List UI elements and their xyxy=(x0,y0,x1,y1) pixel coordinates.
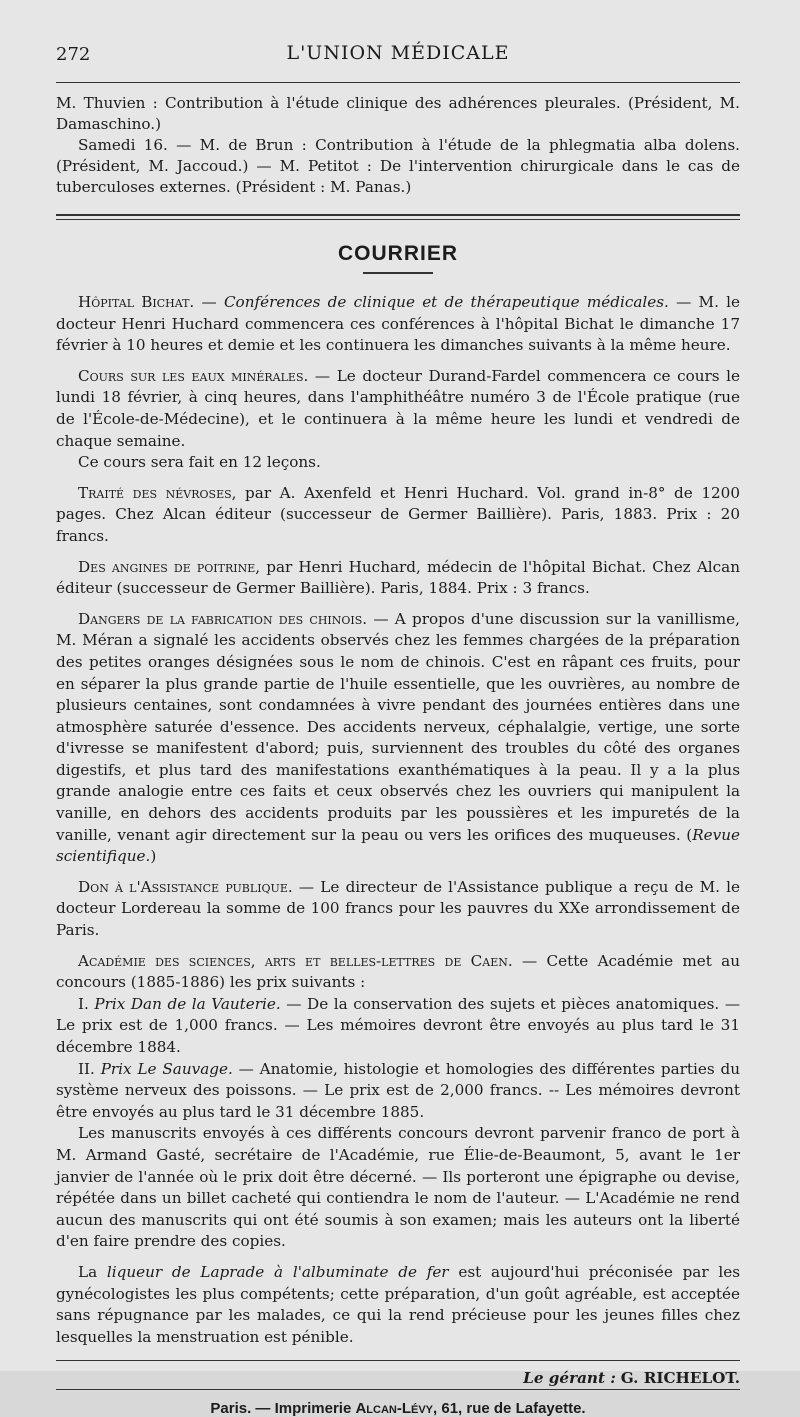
prize-name: Prix Dan de la Vauterie. xyxy=(94,994,281,1013)
session-entry: Samedi 16. — M. de Brun : Contribution à l'étude de la phlegmatia alba dolens. (Président, M. Jaccoud.) — M. Petitot : De l'intervention chirurgicale dans le cas de tuberculoses externes. (Président : M. Panas.) xyxy=(56,136,740,196)
imprint-printer: Alcan-Lévy xyxy=(355,1400,434,1417)
prize-number: I. xyxy=(78,994,95,1013)
item-source: Revue scientifique. xyxy=(56,825,740,866)
session-entry: M. Thuvien : Contribution à l'étude clinique des adhérences pleurales. (Président, M. Damaschino.) xyxy=(56,94,740,133)
prize-text: — Anatomie, histologie et homologies des différentes parties du système nerveux des poissons. — Le prix est de 2,000 francs. -- Les mémoires devront être envoyés au plus tard le 31 décembre 1885. xyxy=(56,1059,740,1121)
item-text: , par A. Axenfeld et Henri Huchard. Vol. grand in-8° de 1200 pages. Chez Alcan éditeur (successeur de Germer Baillière). Paris, 1883. Prix : 20 francs. xyxy=(56,483,740,545)
item-title: liqueur de Laprade à l'albuminate de fer xyxy=(106,1262,449,1281)
running-title: L'UNION MÉDICALE xyxy=(286,42,510,64)
item-heading: Académie des sciences, arts et belles-lettres de Caen. xyxy=(78,951,513,970)
item-heading: Dangers de la fabrication des chinois. xyxy=(78,609,368,628)
item-text: est aujourd'hui préconisée par les gynécologistes les plus compétents; cette préparation, d'un goût agréable, est acceptée sans répugnance par les malades, ce qui la rend précieuse pour les jeunes filles chez lesquelles la menstruation est pénible. xyxy=(56,1262,741,1346)
item-text: — M. le docteur Henri Huchard commencera ces conférences à l'hôpital Bichat le dimanche 17 février à 10 heures et demie et les continuera les dimanches suivants à la même heure. xyxy=(56,293,740,355)
news-item-bichat: Hôpital Bichat. — Conférences de clinique et de thérapeutique médicales. — M. le docteur Henri Huchard commencera ces conférences à l'hôpital Bichat le dimanche 17 février à 10 heures et demie et les continuera les dimanches suivants à la même heure. xyxy=(56,293,740,355)
page-number: 272 xyxy=(56,44,91,65)
news-item-caen xyxy=(56,951,740,994)
news-item-eaux xyxy=(56,366,740,452)
item-text: — Cette Académie met au concours (1885-1886) les prix suivants : xyxy=(56,951,740,992)
prize-number: II. xyxy=(78,1059,101,1078)
imprint-suffix: , 61, rue de Lafayette. xyxy=(433,1400,586,1417)
item-prefix: La xyxy=(78,1262,107,1281)
imprint-prefix: Paris. — Imprimerie xyxy=(210,1400,356,1417)
item-heading: Des angines de poitrine xyxy=(78,557,256,576)
header-rule xyxy=(56,82,740,83)
item-text: — Le directeur de l'Assistance publique a reçu de M. le docteur Lordereau la somme de 100 francs pour les pauvres du XXe arrondissement de Paris. xyxy=(56,877,741,940)
footer-rule xyxy=(56,1389,740,1390)
signature-name: G. RICHELOT. xyxy=(620,1369,740,1388)
item-subtitle: Conférences de clinique et de thérapeutique médicales. xyxy=(223,293,669,311)
thesis-sessions xyxy=(56,93,740,198)
news-item-eaux-note: Ce cours sera fait en 12 leçons. xyxy=(78,453,321,472)
courrier-body xyxy=(56,292,740,1348)
item-heading: Don à l'Assistance publique. xyxy=(78,877,293,896)
signature-label: Le gérant : xyxy=(523,1369,616,1388)
title-underline xyxy=(363,272,433,274)
imprint-line xyxy=(56,1400,740,1417)
prize-2 xyxy=(56,1059,740,1124)
item-heading: Traité des névroses xyxy=(78,483,232,502)
prize-text: — De la conservation des sujets et pièces anatomiques. — Le prix est de 1,000 francs. — Les mémoires devront être envoyés au plus tard le 31 décembre 1884. xyxy=(56,994,741,1056)
section-divider xyxy=(56,214,740,220)
item-text: , par Henri Huchard, médecin de l'hôpital Bichat. Chez Alcan éditeur (successeur de Germer Baillière). Paris, 1884. Prix : 3 francs. xyxy=(56,557,740,598)
page-header xyxy=(56,40,740,68)
news-item-traite xyxy=(56,483,740,548)
signature xyxy=(56,1369,740,1387)
news-item-liqueur xyxy=(56,1262,740,1348)
news-item-angines xyxy=(56,557,740,600)
item-text: — A propos d'une discussion sur la vanillisme, M. Méran a signalé les accidents observés chez les femmes chargées de la préparation des petites oranges désignées sous le nom de chinois. C'est en râpant ces fruits, pour en séparer la plus grande partie de l'huile essentielle, que les ouvrières, au nombre de plusieurs centaines, sont condamnées à vivre pendant des journées entières dans une atmosphère saturée d'essence. Des accidents nerveux, céphalalgie, vertige, une sorte d'ivresse se manifestent d'abord; puis, surviennent des troubles du côté des organes digestifs, et plus tard des manifestations exanthématiques à la peau. Il y a la plus grande analogie entre ces faits et ceux observés chez les ouvriers qui manipulent la vanille, en dehors des accidents produits par les poussières et les impuretés de la vanille, venant agir directement sur la peau ou vers les orifices des muqueuses. ( xyxy=(56,609,740,844)
item-text-end: ) xyxy=(150,847,157,866)
item-text: — Le docteur Durand-Fardel commencera ce cours le lundi 18 février, à cinq heures, dans l'amphithéâtre numéro 3 de l'École pratique (rue de l'École-de-Médecine), et le continuera à la même heure les lundi et vendredi de chaque semaine. xyxy=(56,366,740,450)
section-title: COURRIER xyxy=(337,242,458,265)
item-heading: Cours sur les eaux minérales. xyxy=(78,366,309,385)
prize-1 xyxy=(56,994,740,1059)
item-heading: Hôpital Bichat. xyxy=(78,293,195,311)
news-item-chinois xyxy=(56,609,740,868)
caen-closing: Les manuscrits envoyés à ces différents concours devront parvenir franco de port à M. Armand Gasté, secrétaire de l'Académie, rue Élie-de-Beaumont, 5, avant le 1er janvier de l'année où le prix doit être décerné. — Ils porteront une épigraphe ou devise, répétée dans un billet cacheté qui contiendra le nom de l'auteur. — L'Académie ne rend aucun des manuscrits qui ont été soumis à son examen; mais les auteurs ont la liberté d'en faire prendre des copies. xyxy=(56,1124,740,1251)
prize-name: Prix Le Sauvage. xyxy=(100,1059,233,1078)
signature-rule xyxy=(56,1360,740,1361)
news-item-don xyxy=(56,877,740,942)
